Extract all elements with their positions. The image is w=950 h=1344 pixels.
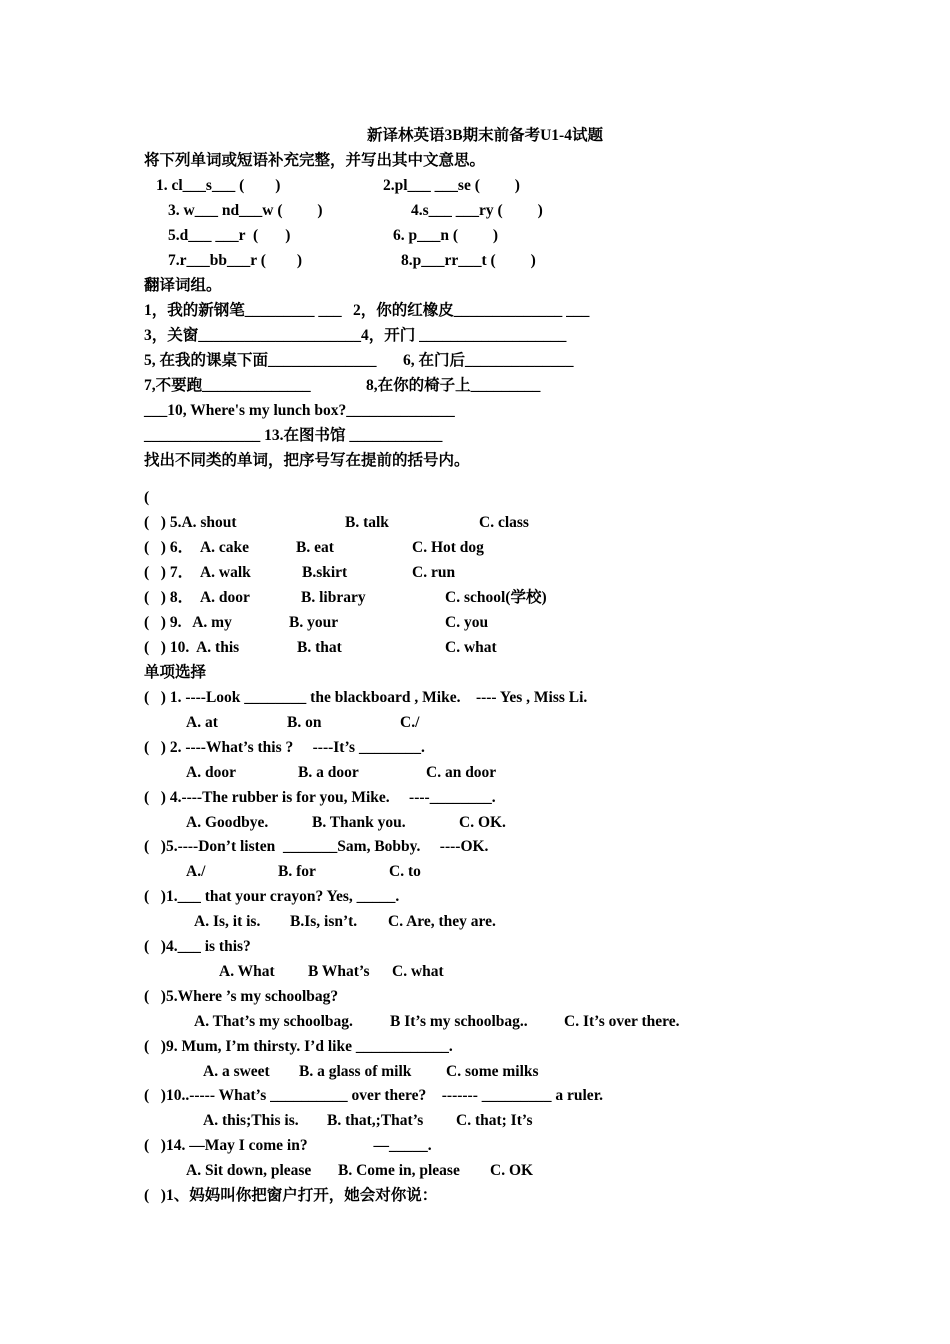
translate-item: 3，关窗_____________________4，开门 ___________________	[144, 327, 567, 344]
section-heading-words: 将下列单词或短语补充完整，并写出其中文意思。	[144, 152, 486, 169]
choice-option-c: C. that; It’s	[456, 1112, 533, 1129]
choice-question: ( ) 1. ----Look ________ the blackboard , Mike. ---- Yes , Miss Li.	[144, 689, 588, 706]
word-item: 4.s___ ___ry ( )	[411, 202, 543, 219]
word-item: 8.p___rr___t ( )	[401, 252, 536, 269]
word-item: 7.r___bb___r ( )	[168, 252, 303, 269]
word-item: 6. p___n ( )	[393, 227, 499, 244]
odd-item-option: B.skirt	[302, 564, 348, 581]
odd-item-option: C. run	[412, 564, 456, 581]
choice-option-c: C. OK.	[459, 814, 506, 831]
choice-question: ( )4.___ is this?	[144, 938, 251, 955]
odd-item-question: ( ) 6． A. cake	[144, 539, 250, 556]
odd-item-option: C. you	[445, 614, 489, 631]
choice-question: ( )1、妈妈叫你把窗户打开，她会对你说：	[144, 1187, 438, 1204]
choice-option-c: C./	[400, 714, 420, 731]
choice-option-a: A. Is, it is.	[194, 913, 261, 930]
odd-item-option: C. school(学校)	[445, 589, 547, 606]
word-item: 5.d___ ___r ( )	[168, 227, 291, 244]
word-item: 3. w___ nd___w ( )	[168, 202, 323, 219]
choice-option-b: B.Is, isn’t.	[290, 913, 358, 930]
choice-question: ( )14. —May I come in? —_____.	[144, 1137, 432, 1154]
choice-option-b: B It’s my schoolbag..	[390, 1013, 528, 1030]
choice-option-c: C. to	[389, 863, 421, 880]
page-title: 新译林英语3B期末前备考U1-4试题	[367, 127, 603, 144]
choice-question: ( ) 4.----The rubber is for you, Mike. ----________.	[144, 789, 496, 806]
odd-item-question: ( ) 8． A. door	[144, 589, 250, 606]
odd-item-question: ( ) 5.A. shout	[144, 514, 237, 531]
odd-item-option: B. talk	[345, 514, 389, 531]
choice-question: ( )1.___ that your crayon? Yes, _____.	[144, 888, 400, 905]
choice-option-a: A. door	[186, 764, 236, 781]
choice-question: ( )5.Where ’s my schoolbag?	[144, 988, 339, 1005]
choice-option-c: C. It’s over there.	[564, 1013, 680, 1030]
choice-question: ( ) 2. ----What’s this ? ----It’s ________.	[144, 739, 425, 756]
translate-item: 7,不要跑______________	[144, 377, 311, 394]
translate-item: 1，我的新钢笔_________ ___	[144, 302, 342, 319]
choice-option-a: A./	[186, 863, 206, 880]
translate-item: 2，你的红橡皮______________ ___	[353, 302, 590, 319]
lone-paren: (	[144, 489, 150, 506]
choice-option-b: B. for	[278, 863, 316, 880]
odd-item-option: B. library	[301, 589, 366, 606]
choice-option-b: B. a glass of milk	[299, 1063, 412, 1080]
choice-question: ( )9. Mum, I’m thirsty. I’d like ____________.	[144, 1038, 453, 1055]
odd-item-question: ( ) 9. A. my	[144, 614, 232, 631]
choice-option-a: A. Sit down, please	[186, 1162, 312, 1179]
choice-question: ( )5.----Don’t listen _______Sam, Bobby. ----OK.	[144, 838, 489, 855]
translate-item: _______________ 13.在图书馆 ____________	[144, 427, 443, 444]
section-heading-choice: 单项选择	[144, 664, 207, 681]
choice-question: ( )10..----- What’s __________ over there? ------- _________ a ruler.	[144, 1087, 604, 1104]
choice-option-a: A. Goodbye.	[186, 814, 269, 831]
choice-option-a: A. What	[219, 963, 275, 980]
choice-option-b: B What’s	[308, 963, 370, 980]
odd-item-option: C. what	[445, 639, 497, 656]
choice-option-a: A. at	[186, 714, 218, 731]
odd-item-option: C. class	[479, 514, 529, 531]
section-heading-translate: 翻译词组。	[144, 277, 222, 294]
choice-option-b: B. Come in, please	[338, 1162, 460, 1179]
choice-option-a: A. That’s my schoolbag.	[194, 1013, 353, 1030]
translate-item: ___10, Where's my lunch box?______________	[144, 402, 455, 419]
choice-option-b: B. Thank you.	[312, 814, 406, 831]
odd-item-question: ( ) 10. A. this	[144, 639, 240, 656]
odd-item-option: C. Hot dog	[412, 539, 484, 556]
choice-option-b: B. that,;That’s	[327, 1112, 424, 1129]
translate-item: 6, 在门后______________	[403, 352, 574, 369]
choice-option-c: C. an door	[426, 764, 497, 781]
choice-option-c: C. some milks	[446, 1063, 539, 1080]
word-item: 2.pl___ ___se ( )	[383, 177, 520, 194]
choice-option-b: B. a door	[298, 764, 359, 781]
translate-item: 8,在你的椅子上_________	[366, 377, 541, 394]
choice-option-b: B. on	[287, 714, 322, 731]
choice-option-a: A. this;This is.	[203, 1112, 299, 1129]
word-item: 1. cl___s___ ( )	[156, 177, 281, 194]
choice-option-a: A. a sweet	[203, 1063, 270, 1080]
odd-item-option: B. your	[289, 614, 339, 631]
odd-item-option: B. eat	[296, 539, 334, 556]
translate-item: 5, 在我的课桌下面______________	[144, 352, 377, 369]
odd-item-option: B. that	[297, 639, 342, 656]
choice-option-c: C. OK	[490, 1162, 534, 1179]
choice-option-c: C. what	[392, 963, 444, 980]
odd-item-question: ( ) 7． A. walk	[144, 564, 251, 581]
section-heading-odd-one-out: 找出不同类的单词，把序号写在提前的括号内。	[144, 452, 470, 469]
choice-option-c: C. Are, they are.	[388, 913, 496, 930]
